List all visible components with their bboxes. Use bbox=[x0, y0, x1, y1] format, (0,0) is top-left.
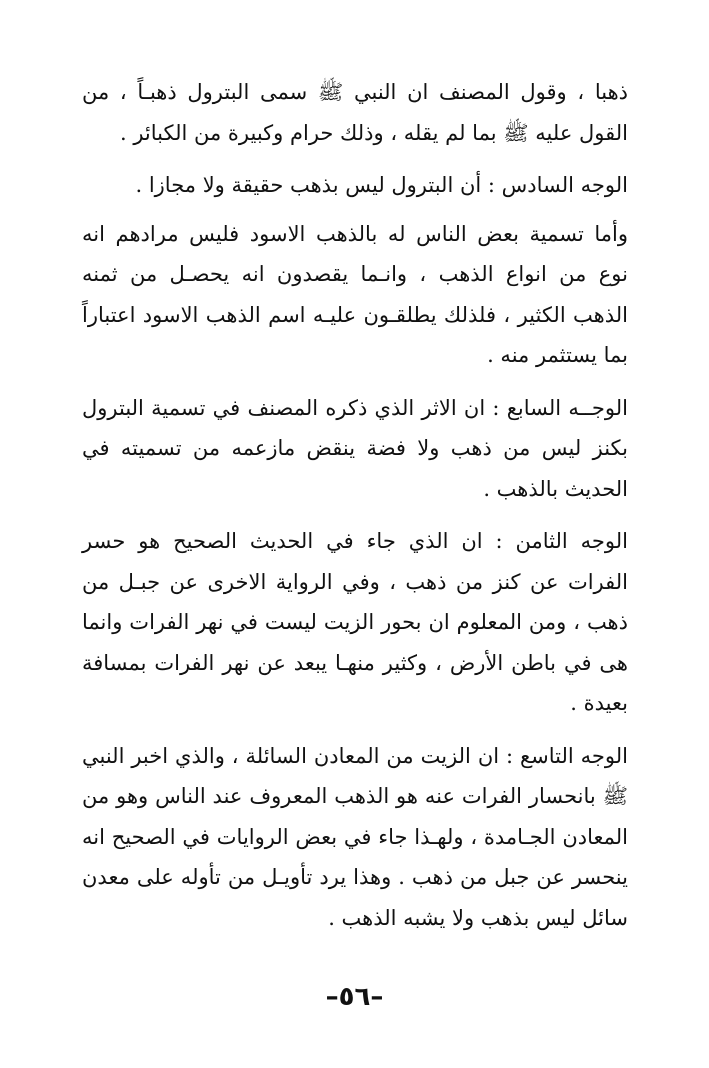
paragraph-sixth-aspect: الوجه السادس : أن البترول ليس بذهب حقيقة ولا مجازا . bbox=[135, 173, 628, 197]
page-body bbox=[82, 72, 628, 938]
paragraph-seventh-aspect: الوجــه السابع : ان الاثر الذي ذكره المصنف في تسمية البترول بكنز ليس من ذهب ولا فضة ينقض مازعمه من تسميته في الحديث بالذهب . bbox=[82, 395, 628, 501]
page-number: –٥٦– bbox=[325, 982, 384, 1012]
paragraph-black-gold: وأما تسمية بعض الناس له بالذهب الاسود فليس مرادهم انه نوع من انواع الذهب ، وانـما يقصدون انه يحصـل من ثمنه الذهب الكثير ، فلذلك يطلقـون عليـه اسم الذهب الاسود اعتباراً بما يستثمر منه . bbox=[82, 221, 628, 367]
paragraph-eighth-aspect: الوجه الثامن : ان الذي جاء في الحديث الصحيح هو حسر الفرات عن كنز من ذهب ، وفي الرواية الاخرى عن جبـل من ذهب ، ومن المعلوم ان بحور الزيت ليست في نهر الفرات وانما هى في باطن الأرض ، وكثير منهـا يبعد عن نهر الفرات بمسافة بعيدة . bbox=[82, 529, 628, 715]
paragraph-ninth-aspect: الوجه التاسع : ان الزيت من المعادن السائلة ، والذي اخبر النبي ﷺ بانحسار الفرات عنه هو الذهب المعروف عند الناس وهو من المعادن الجـامدة ، ولهـذا جاء في بعض الروايات في الصحيح انه ينحسر عن جبل من ذهب . وهذا يرد تأويـل من تأوله على معدن سائل ليس بذهب ولا يشبه الذهب . bbox=[82, 743, 628, 930]
paragraph-intro: ذهبا ، وقول المصنف ان النبي ﷺ سمى البترول ذهبـاً ، من القول عليه ﷺ بما لم يقله ، وذلك حرام وكبيرة من الكبائر . bbox=[82, 80, 628, 145]
